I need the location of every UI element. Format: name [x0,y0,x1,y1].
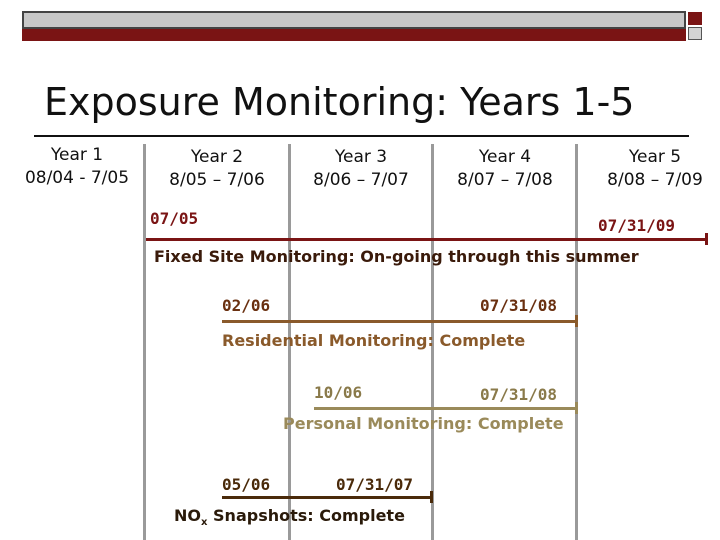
year-label: Year 3 [334,147,388,167]
header-square-grey [688,27,702,40]
year-range: 8/06 – 7/07 [313,170,409,190]
personal-end-tick [575,402,578,414]
fixed-site-end-tick [705,233,708,245]
personal-bar [314,407,578,410]
year-label: Year 5 [628,147,682,167]
title-underline [34,135,689,137]
year-5-header [590,146,720,192]
header-bar-grey [22,11,686,29]
year-label: Year 2 [190,147,244,167]
slide-title: Exposure Monitoring: Years 1-5 [44,80,635,124]
year-range: 8/08 – 7/09 [607,170,703,190]
fixed-site-end-label: 07/31/09 [598,216,676,235]
residential-caption: Residential Monitoring: Complete [222,331,526,350]
nox-caption [174,506,405,528]
nox-end-label: 07/31/07 [336,475,414,494]
year-3-header [296,146,426,192]
residential-end-tick [575,315,578,327]
fixed-site-bar [146,238,708,241]
personal-start-label: 10/06 [314,383,363,402]
year-range: 8/07 – 7/08 [457,170,553,190]
residential-end-label: 07/31/08 [480,296,558,315]
year-divider [143,144,146,540]
nox-start-label: 05/06 [222,475,271,494]
year-range: 8/05 – 7/06 [169,170,265,190]
year-2-header [152,146,282,192]
nox-caption-sub: x [201,517,208,529]
year-4-header [440,146,570,192]
year-range: 08/04 - 7/05 [24,168,130,188]
nox-caption-main: NO [174,506,201,525]
year-label: Year 1 [50,145,104,165]
year-1-header [12,144,142,190]
fixed-site-start-label: 07/05 [150,209,199,228]
residential-bar [222,320,578,323]
year-label: Year 4 [478,147,532,167]
personal-end-label: 07/31/08 [480,385,558,404]
year-divider [575,144,578,540]
nox-bar [222,496,433,499]
residential-start-label: 02/06 [222,296,271,315]
header-square-red [688,12,702,25]
header-bar-red [22,29,686,41]
fixed-site-caption: Fixed Site Monitoring: On-going through this summer [154,247,639,266]
nox-caption-rest: Snapshots: Complete [207,506,405,525]
personal-caption: Personal Monitoring: Complete [283,414,564,433]
nox-end-tick [430,491,433,503]
